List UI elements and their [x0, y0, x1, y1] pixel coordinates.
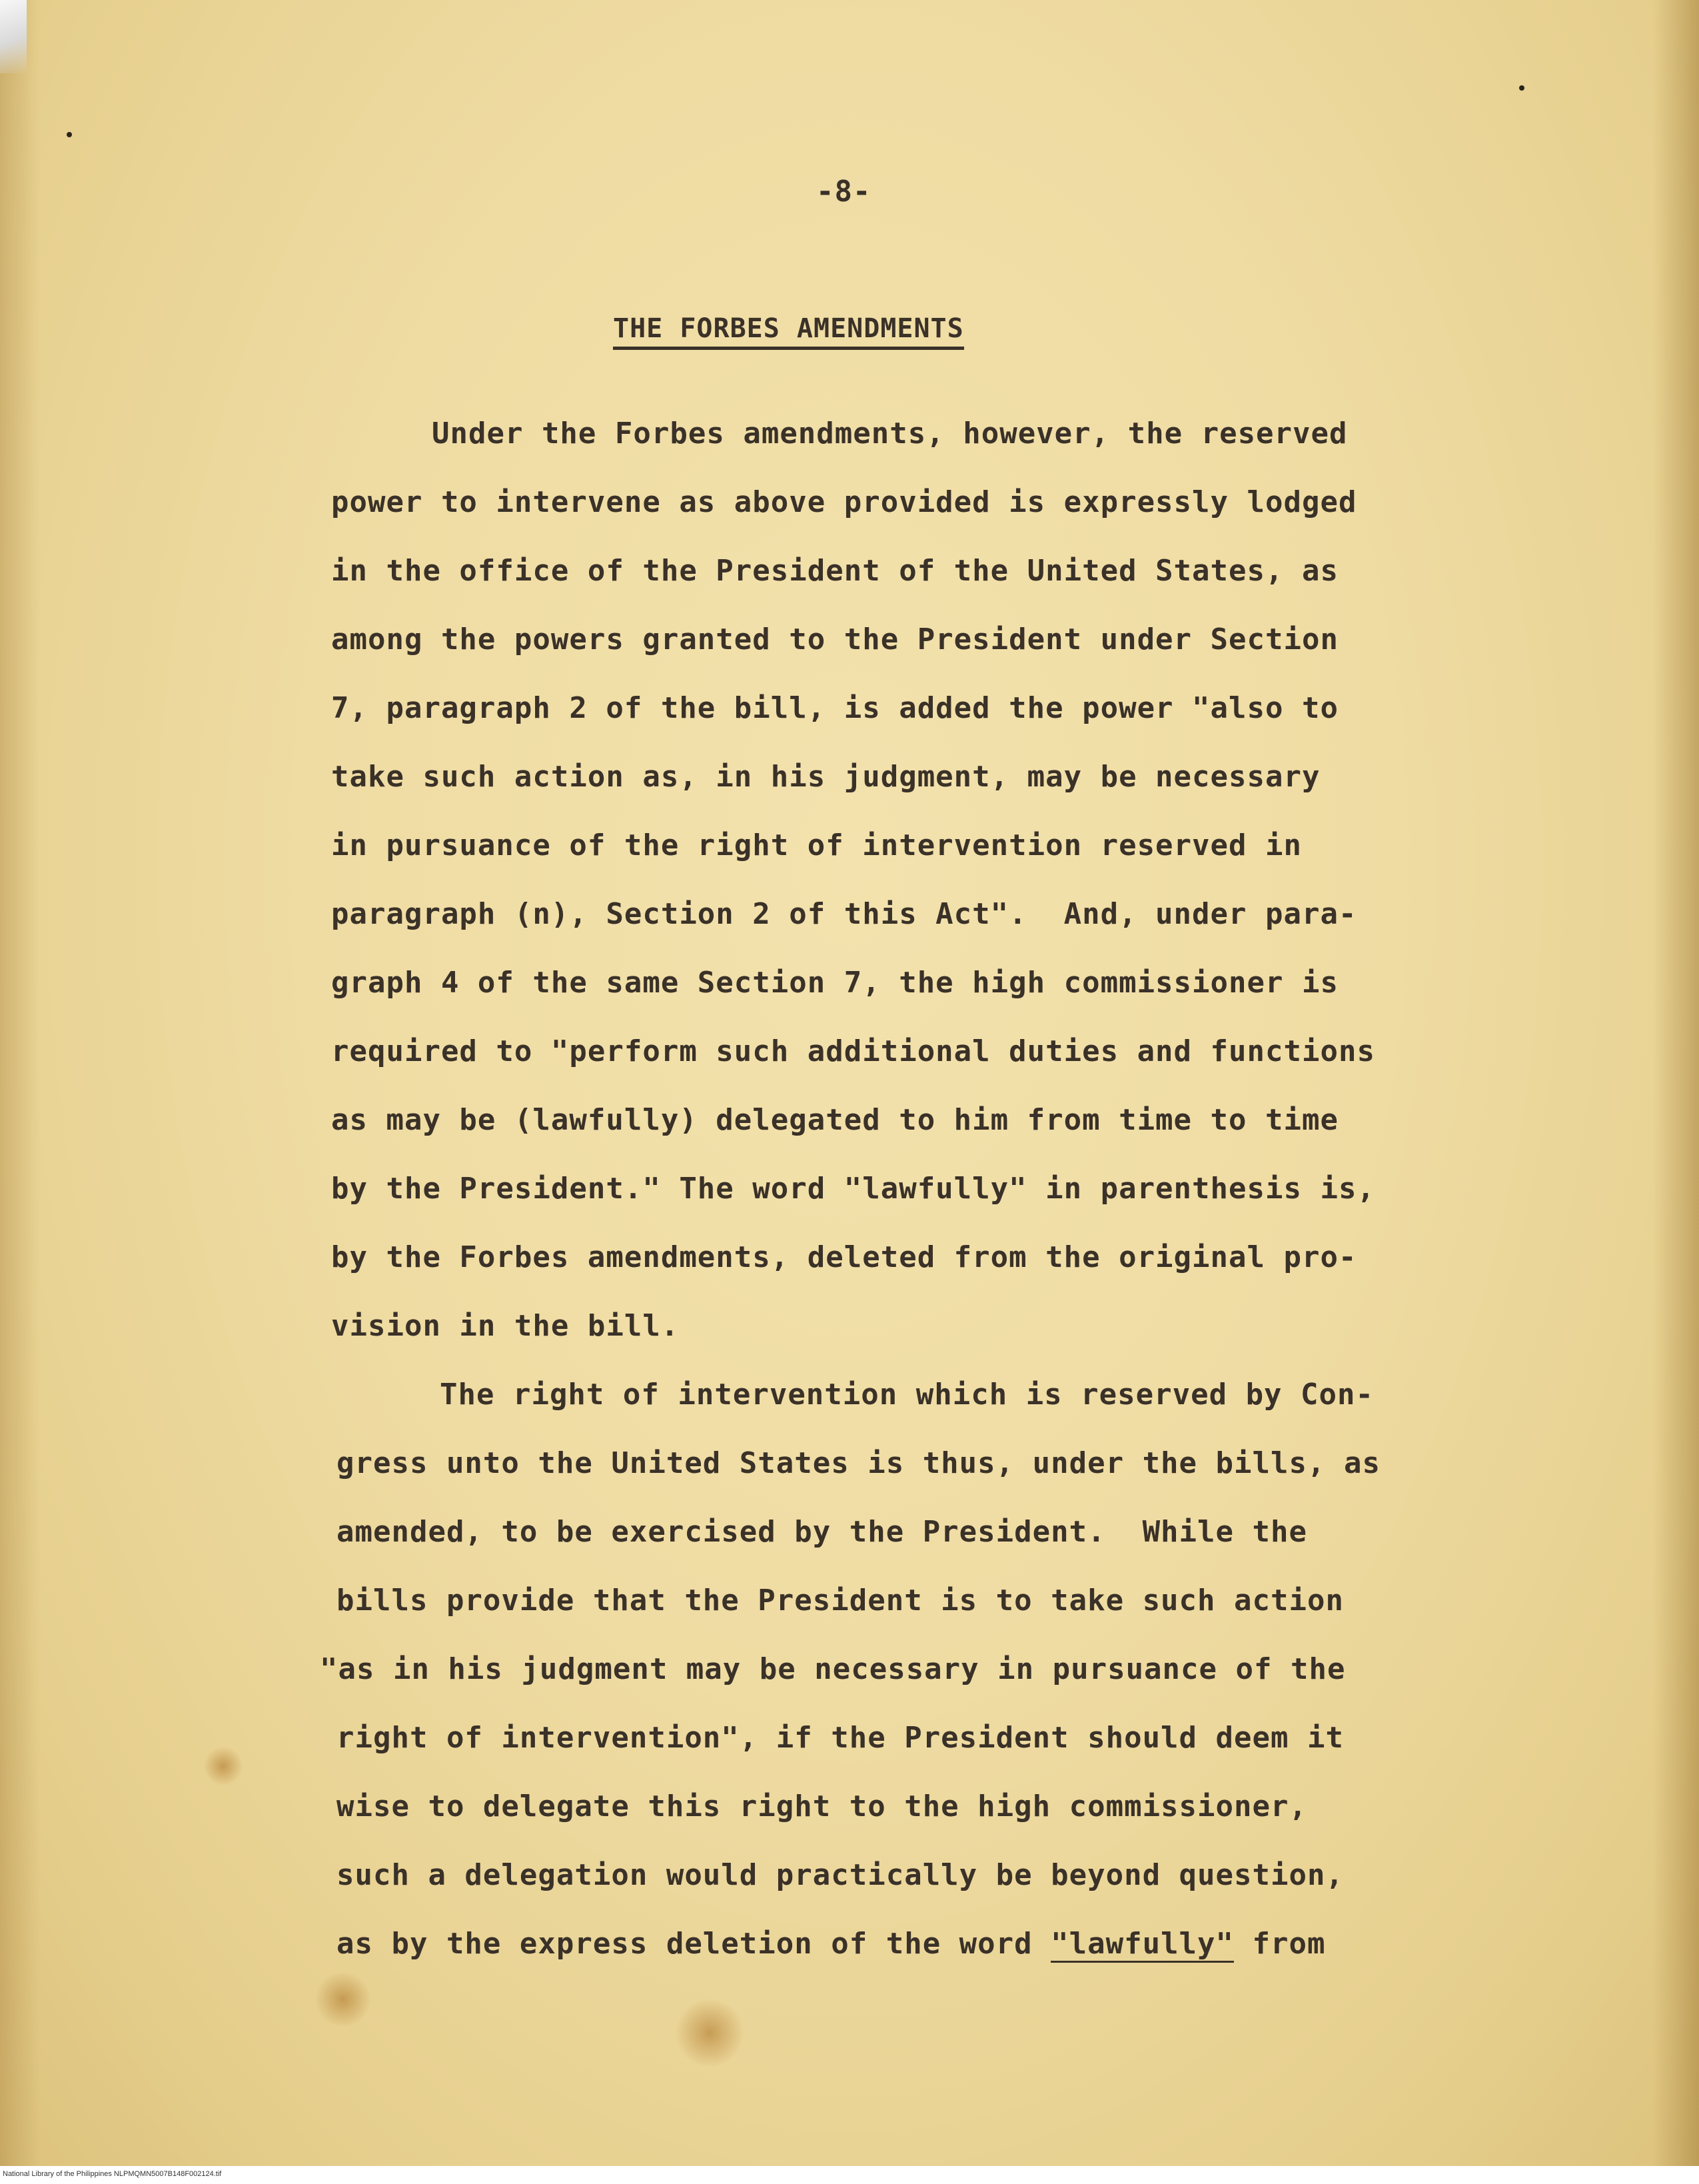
footer-bar [0, 2166, 1699, 2184]
stain-spot [313, 1973, 373, 2026]
paragraph-1-line: as may be (lawfully) delegated to him from time to time [331, 1103, 1339, 1137]
paragraph-2-line: The right of intervention which is reserved by Con- [440, 1378, 1375, 1412]
last-line-after: from [1234, 1927, 1326, 1961]
underlined-word-lawfully: "lawfully" [1051, 1927, 1234, 1963]
archive-footer: National Library of the Philippines NLPMQMN5007B148F002124.tif [3, 2170, 222, 2178]
paragraph-1-line: in pursuance of the right of intervention reserved in [331, 828, 1302, 862]
paragraph-1-line: paragraph (n), Section 2 of this Act". And, under para- [331, 897, 1357, 931]
paragraph-1-line: 7, paragraph 2 of the bill, is added the power "also to [331, 691, 1339, 725]
stain-spot [203, 1746, 243, 1786]
paper-edge-left [0, 0, 40, 2166]
paragraph-2-line: right of intervention", if the President should deem it [336, 1721, 1344, 1755]
paper-edge-right [1652, 0, 1699, 2166]
paragraph-2-line: gress unto the United States is thus, under the bills, as [336, 1446, 1381, 1480]
paragraph-1-line: by the Forbes amendments, deleted from the original pro- [331, 1240, 1357, 1274]
page-number: -8- [816, 175, 871, 209]
paragraph-1-line: graph 4 of the same Section 7, the high commissioner is [331, 966, 1339, 1000]
paragraph-2-line: "as in his judgment may be necessary in pursuance of the [320, 1652, 1346, 1686]
document-title: THE FORBES AMENDMENTS [613, 313, 964, 350]
paragraph-1-line: among the powers granted to the President under Section [331, 622, 1339, 656]
last-line-before: as by the express deletion of the word [336, 1927, 1051, 1961]
paragraph-1-line: required to "perform such additional duties and functions [331, 1034, 1375, 1068]
paragraph-2-line: bills provide that the President is to take such action [336, 1584, 1344, 1618]
ink-speck [1519, 85, 1524, 91]
paragraph-1-line: by the President." The word "lawfully" in parenthesis is, [331, 1172, 1375, 1206]
ink-speck [67, 132, 72, 137]
paragraph-1-line: power to intervene as above provided is expressly lodged [331, 485, 1357, 519]
paragraph-2-line: such a delegation would practically be beyond question, [336, 1858, 1344, 1892]
paragraph-1-line: vision in the bill. [331, 1309, 680, 1343]
stain-spot [673, 1999, 746, 2066]
paragraph-2-last-line [336, 1927, 1325, 1961]
paragraph-1-line: in the office of the President of the United States, as [331, 554, 1339, 588]
paragraph-1-line: take such action as, in his judgment, may be necessary [331, 760, 1321, 794]
paragraph-2-line: wise to delegate this right to the high commissioner, [336, 1789, 1307, 1823]
torn-corner [0, 0, 27, 73]
paragraph-2-line: amended, to be exercised by the President. While the [336, 1515, 1307, 1549]
paragraph-1-line: Under the Forbes amendments, however, the reserved [432, 417, 1348, 451]
